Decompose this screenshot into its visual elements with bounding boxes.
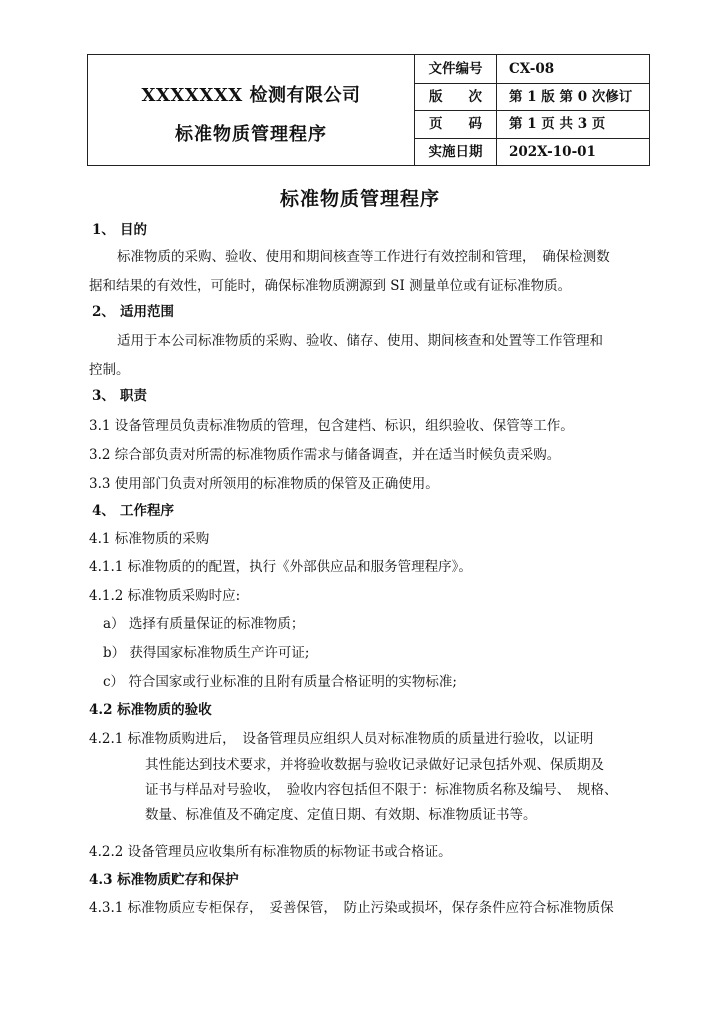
- list-item-continuation: 数量、标准值及不确定度、定值日期、有效期、标准物质证书等。: [145, 807, 537, 823]
- header-value: 202X-10-01: [509, 144, 596, 160]
- section-1-paragraph-line: 据和结果的有效性，可能时，确保标准物质溯源到 SI 测量单位或有证标准物质。: [89, 278, 572, 294]
- header-value: CX-08: [509, 61, 555, 77]
- list-item: 4.3.1 标准物质应专柜保存， 妥善保管， 防止污染或损坏，保存条件应符合标准物质保: [89, 900, 614, 916]
- header-key: 页 码: [415, 111, 497, 138]
- section-3-heading: [92, 386, 147, 406]
- section-number: 4、: [92, 503, 115, 519]
- header-row-page: [415, 111, 649, 139]
- header-left-cell: [88, 55, 415, 165]
- subsection-heading: 4.2 标准物质的验收: [89, 702, 212, 718]
- section-2-paragraph-line: 控制。: [89, 362, 130, 378]
- list-item: 3.2 综合部负责对所需的标准物质作需求与储备调查，并在适当时候负责采购。: [89, 447, 561, 463]
- header-meta-cells: [415, 55, 649, 165]
- header-key: 版 次: [415, 84, 497, 110]
- header-row-file-number: [415, 55, 649, 84]
- header-document-title: 标准物质管理程序: [175, 124, 327, 145]
- section-title: 工作程序: [120, 503, 174, 519]
- section-2-heading: [92, 302, 174, 322]
- header-value: 第 1 版 第 0 次修订: [509, 89, 633, 105]
- list-item: c） 符合国家或行业标准的且附有质量合格证明的实物标准;: [103, 674, 457, 690]
- section-title: 目的: [120, 222, 147, 238]
- section-4-heading: [92, 501, 174, 521]
- header-key: 实施日期: [415, 139, 497, 165]
- list-item: a） 选择有质量保证的标准物质；: [103, 616, 305, 632]
- section-1-heading: [92, 220, 147, 240]
- section-number: 2、: [92, 304, 115, 320]
- section-title: 适用范围: [120, 304, 174, 320]
- list-item: 4.2.1 标准物质购进后， 设备管理员应组织人员对标准物质的质量进行验收，以证明: [89, 731, 594, 747]
- document-title: 标准物质管理程序: [279, 188, 440, 210]
- section-1-paragraph-line: 标准物质的采购、验收、使用和期间核查等工作进行有效控制和管理， 确保检测数: [117, 249, 610, 265]
- header-row-edition: [415, 84, 649, 111]
- company-name: XXXXXXX 检测有限公司: [141, 85, 361, 106]
- list-item: 4.1.1 标准物质的的配置，执行《外部供应品和服务管理程序》。: [89, 559, 472, 575]
- header-value: 第 1 页 共 3 页: [509, 116, 606, 132]
- list-item: 3.3 使用部门负责对所领用的标准物质的保管及正确使用。: [89, 476, 439, 492]
- document-header-table: [87, 54, 650, 166]
- section-title: 职责: [120, 388, 147, 404]
- list-item: b） 获得国家标准物质生产许可证;: [103, 645, 310, 661]
- header-key: 文件编号: [415, 55, 497, 83]
- list-item: 4.2.2 设备管理员应收集所有标准物质的标物证书或合格证。: [89, 844, 452, 860]
- list-item-continuation: 证书与样品对号验收， 验收内容包括但不限于：标准物质名称及编号、 规格、: [145, 782, 618, 798]
- section-2-paragraph-line: 适用于本公司标准物质的采购、验收、储存、使用、期间核查和处置等工作管理和: [117, 333, 603, 349]
- section-number: 3、: [92, 388, 115, 404]
- section-number: 1、: [92, 222, 115, 238]
- list-item: 4.1.2 标准物质采购时应:: [89, 588, 241, 604]
- subsection-heading: 4.3 标准物质贮存和保护: [89, 872, 239, 888]
- list-item-continuation: 其性能达到技术要求，并将验收数据与验收记录做好记录包括外观、保质期及: [145, 757, 604, 773]
- list-item: 3.1 设备管理员负责标准物质的管理，包含建档、标识，组织验收、保管等工作。: [89, 418, 574, 434]
- header-row-effective-date: [415, 139, 649, 165]
- subsection-heading: 4.1 标准物质的采购: [89, 531, 210, 547]
